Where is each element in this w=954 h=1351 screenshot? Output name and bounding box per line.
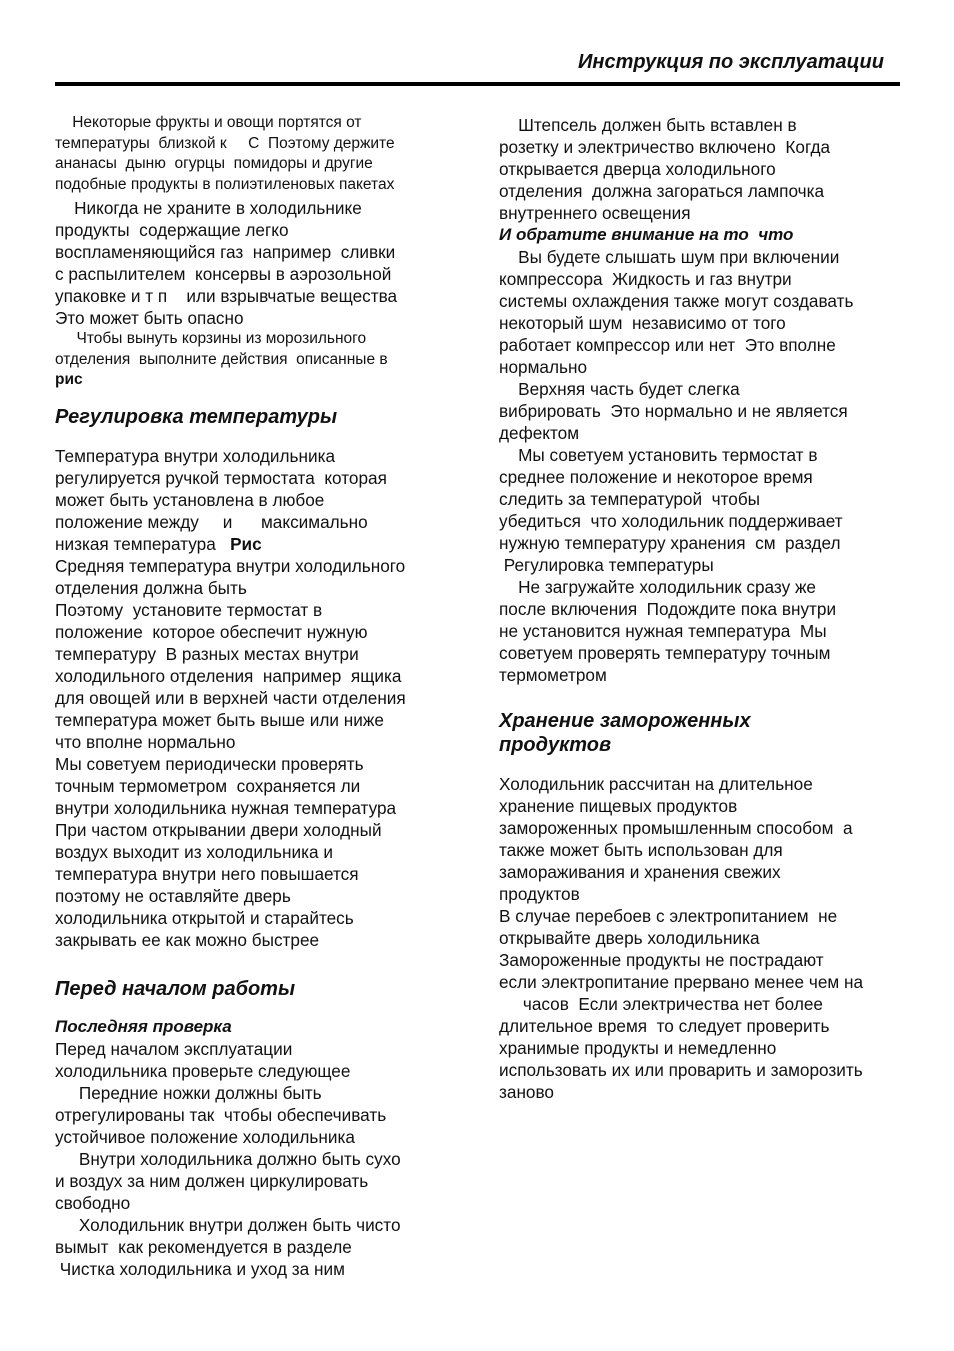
text-line: отделения должна быть [55, 578, 247, 598]
paragraph-temperature-lines [55, 445, 387, 533]
text-line: Штепсель должен быть вставлен в [499, 115, 797, 135]
text-line: длительное время то следует проверить [499, 1016, 830, 1036]
text-line: Холодильник рассчитан на длительное [499, 774, 813, 794]
text-line: холодильника проверьте следующее [55, 1061, 351, 1081]
paragraph-baskets [55, 329, 388, 391]
figure-ref: рис [55, 371, 83, 388]
text-line: и воздух за ним должен циркулировать [55, 1171, 369, 1191]
paragraph-fruits [55, 113, 395, 195]
text-line: заново [499, 1082, 554, 1102]
subheading-attention: И обратите внимание на то что [499, 225, 794, 244]
paragraph-never-store [55, 197, 397, 329]
text-line: Верхняя часть будет слегка [499, 379, 740, 399]
text-line: закрывать ее как можно быстрее [55, 930, 320, 950]
heading-temperature: Регулировка температуры [55, 406, 338, 428]
text-line: устойчивое положение холодильника [55, 1127, 355, 1147]
text-line: Замороженные продукты не пострадают [499, 950, 824, 970]
text-line: с распылителем консервы в аэрозольной [55, 264, 392, 284]
text-line: Некоторые фрукты и овощи портятся от [55, 114, 362, 131]
text-line: Это может быть опасно [55, 308, 244, 328]
text-line: Не загружайте холодильник сразу же [499, 577, 816, 597]
heading-before-start: Перед началом работы [55, 978, 296, 1000]
paragraph-baskets-lines [55, 329, 388, 370]
text-line: нормально [499, 357, 588, 377]
text-line: после включения Подождите пока внутри [499, 599, 837, 619]
text-line: Вы будете слышать шум при включении [499, 247, 840, 267]
heading-frozen-storage [499, 709, 751, 757]
text-line: что вполне нормально [55, 732, 236, 752]
text-line: регулируется ручкой термостата которая [55, 468, 387, 488]
text-line: для овощей или в верхней части отделения [55, 688, 406, 708]
text-line: ананасы дыню огурцы помидоры и другие [55, 155, 373, 172]
text-line: замораживания и хранения свежих [499, 862, 781, 882]
text-line: компрессора Жидкость и газ внутри [499, 269, 792, 289]
text-line: упаковке и т п или взрывчатые вещества [55, 286, 398, 306]
text-line: свободно [55, 1193, 131, 1213]
figure-ref-temp: Рис [230, 534, 262, 554]
header-title: Инструкция по эксплуатации [578, 51, 884, 73]
text-line: дефектом [499, 423, 580, 443]
text-line: Перед началом эксплуатации [55, 1039, 293, 1059]
paragraph-plug [499, 114, 830, 224]
text-line: не установится нужная температура Мы [499, 621, 827, 641]
text-line: системы охлаждения также могут создавать [499, 291, 854, 311]
text-line: Внутри холодильника должно быть сухо [55, 1149, 401, 1169]
paragraph-noise [499, 246, 853, 686]
subheading-last-check: Последняя проверка [55, 1017, 232, 1036]
paragraph-temperature [55, 445, 387, 555]
text-line: холодильного отделения например ящика [55, 666, 402, 686]
text-line: воспламеняющийся газ например сливки [55, 242, 396, 262]
text-line: открывается дверца холодильного [499, 159, 776, 179]
text-line: отделения выполните действия описанные в [55, 350, 388, 368]
text-line: температура может быть выше или ниже [55, 710, 384, 730]
text-line: работает компрессор или нет Это вполне [499, 335, 836, 355]
paragraph-frozen-storage [499, 773, 863, 1103]
text-line: Температура внутри холодильника [55, 446, 336, 466]
text-line: Хранение замороженных [499, 710, 751, 732]
text-line: положение которое обеспечит нужную [55, 622, 368, 642]
text-line: также может быть использован для [499, 840, 783, 860]
text-line: точным термометром сохраняется ли [55, 776, 361, 796]
text-line: вымыт как рекомендуется в разделе [55, 1237, 352, 1257]
text-line: термометром [499, 665, 607, 685]
text-line: температуру В разных местах внутри [55, 644, 359, 664]
text-line: подобные продукты в полиэтиленовых пакетах [55, 175, 395, 193]
text-line: среднее положение и некоторое время [499, 467, 813, 487]
text-line: Холодильник внутри должен быть чисто [55, 1215, 401, 1235]
text-line: Никогда не храните в холодильнике [55, 198, 362, 218]
paragraph-average-temperature [55, 555, 406, 951]
text-line: воздух выходит из холодильника и [55, 842, 333, 862]
text-line: Регулировка температуры [499, 555, 714, 575]
text-line: Средняя температура внутри холодильного [55, 556, 406, 576]
text-line: использовать их или проварить и заморозить [499, 1060, 863, 1080]
text-line: вибрировать Это нормально и не является [499, 401, 848, 421]
text-line: открывайте дверь холодильника [499, 928, 760, 948]
text-line: отрегулированы так чтобы обеспечивать [55, 1105, 387, 1125]
text-line: Чистка холодильника и уход за ним [55, 1259, 345, 1279]
text-line: поэтому не оставляйте дверь [55, 886, 291, 906]
paragraph-last-check [55, 1038, 401, 1280]
text-line: советуем проверять температуру точным [499, 643, 831, 663]
text-line: Мы советуем периодически проверять [55, 754, 364, 774]
text-line: хранение пищевых продуктов [499, 796, 738, 816]
text-line: некоторый шум независимо от того [499, 313, 786, 333]
text-line: следить за температурой чтобы [499, 489, 761, 509]
text-line: температуры близкой к С Поэтому держите [55, 134, 395, 152]
text-line: При частом открывании двери холодный [55, 820, 382, 840]
text-line: Чтобы вынуть корзины из морозильного [55, 330, 367, 347]
text-line: отделения должна загораться лампочка [499, 181, 825, 201]
text-line: продуктов [499, 884, 580, 904]
text-line: холодильника открытой и старайтесь [55, 908, 354, 928]
text-line: убедиться что холодильник поддерживает [499, 511, 843, 531]
text-line: температура внутри него повышается [55, 864, 359, 884]
text-line: часов Если электричества нет более [499, 994, 823, 1014]
paragraph-temperature-last: низкая температура Рис [55, 534, 262, 554]
text-line: внутреннего освещения [499, 203, 691, 223]
text-line: положение между и максимально [55, 512, 368, 532]
text-line: хранимые продукты и немедленно [499, 1038, 777, 1058]
header-rule [55, 82, 900, 86]
text-line: розетку и электричество включено Когда [499, 137, 831, 157]
text-line: продуктов [499, 734, 612, 756]
text-line: продукты содержащие легко [55, 220, 289, 240]
text-line: В случае перебоев с электропитанием не [499, 906, 838, 926]
text-line: внутри холодильника нужная температура [55, 798, 397, 818]
text-line: может быть установлена в любое [55, 490, 325, 510]
text-line: Поэтому установите термостат в [55, 600, 323, 620]
text-line: нужную температуру хранения см раздел [499, 533, 841, 553]
text-line: Передние ножки должны быть [55, 1083, 322, 1103]
text-line: если электропитание прервано менее чем на [499, 972, 864, 992]
text-line: Мы советуем установить термостат в [499, 445, 818, 465]
text-line: замороженных промышленным способом а [499, 818, 853, 838]
